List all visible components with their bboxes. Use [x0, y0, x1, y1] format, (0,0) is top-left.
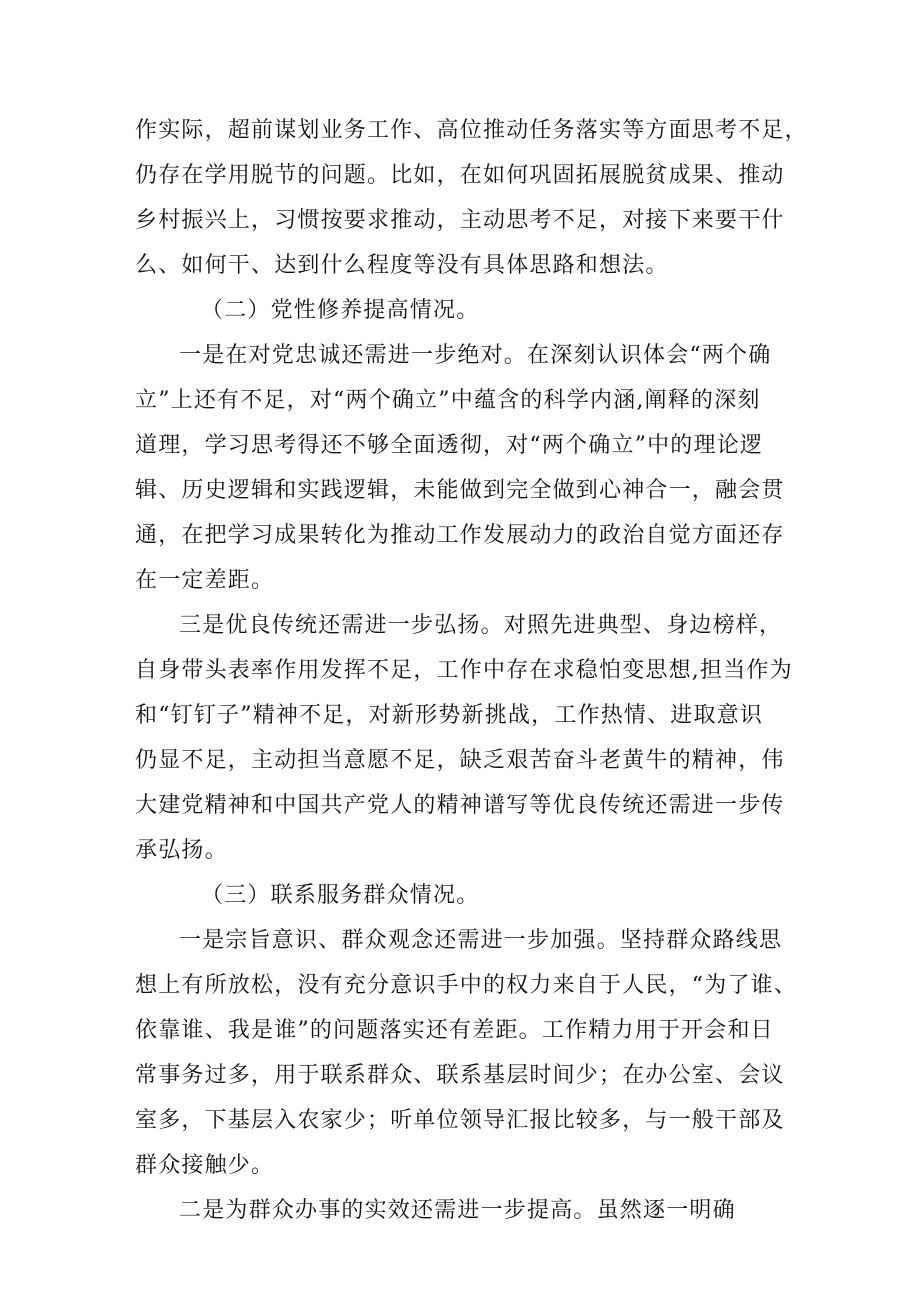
paragraph-1-line: 么、如何干、达到什么程度等没有具体思路和想法。	[135, 253, 669, 278]
paragraph-1	[135, 108, 808, 288]
paragraph-4-line: 室多，下基层入农家少；听单位领导汇报比较多，与一般干部及	[135, 1108, 785, 1133]
paragraph-4-line: 常事务过多，用于联系群众、联系基层时间少；在办公室、会议	[135, 1063, 785, 1088]
paragraph-2-line: 在一定差距。	[135, 568, 275, 593]
paragraph-3-line: 大建党精神和中国共产党人的精神谱写等优良传统还需进一步传	[135, 793, 785, 818]
paragraph-4-line: 依靠谁、我是谁”的问题落实还有差距。工作精力用于开会和日	[135, 1018, 774, 1043]
paragraph-1-line: 作实际，超前谋划业务工作、高位推动任务落实等方面思考不足，	[135, 118, 808, 143]
paragraph-2-line: 立”上还有不足，对“两个确立”中蕴含的科学内涵,阐释的深刻	[135, 388, 761, 413]
paragraph-2	[135, 333, 795, 603]
paragraph-3-line: 自身带头表率作用发挥不足，工作中存在求稳怕变思想,担当作为	[135, 658, 793, 683]
paragraph-5-line: 二是为群众办事的实效还需进一步提高。虽然逐一明确	[179, 1198, 736, 1223]
paragraph-3	[135, 603, 795, 873]
paragraph-2-line: 一是在对党忠诚还需进一步绝对。在深刻认识体会“两个确	[179, 343, 772, 368]
paragraph-4-line: 想上有所放松，没有充分意识手中的权力来自于人民，“为了谁、	[135, 973, 798, 998]
paragraph-4	[135, 918, 798, 1188]
paragraph-4-line: 群众接触少。	[135, 1153, 275, 1178]
paragraph-2-line: 辑、历史逻辑和实践逻辑，未能做到完全做到心神合一，融会贯	[135, 478, 785, 503]
document-body	[135, 108, 808, 1233]
paragraph-3-line: 三是优良传统还需进一步弘扬。对照先进典型、身边榜样，	[179, 613, 783, 638]
paragraph-3-line: 承弘扬。	[135, 838, 228, 863]
paragraph-4-line: 一是宗旨意识、群众观念还需进一步加强。坚持群众路线思	[179, 928, 783, 953]
paragraph-1-line: 乡村振兴上，习惯按要求推动，主动思考不足，对接下来要干什	[135, 208, 785, 233]
paragraph-2-line: 通，在把学习成果转化为推动工作发展动力的政治自觉方面还存	[135, 523, 785, 548]
paragraph-1-line: 仍存在学用脱节的问题。比如，在如何巩固拓展脱贫成果、推动	[135, 163, 785, 188]
paragraph-5	[135, 1188, 795, 1233]
section-heading-2: （二）党性修养提高情况。	[201, 298, 480, 323]
paragraph-3-line: 仍显不足，主动担当意愿不足，缺乏艰苦奋斗老黄牛的精神，伟	[135, 748, 785, 773]
paragraph-2-line: 道理，学习思考得还不够全面透彻，对“两个确立”中的理论逻	[135, 433, 764, 458]
section-heading-3: （三）联系服务群众情况。	[201, 883, 480, 908]
paragraph-3-line: 和“钉钉子”精神不足，对新形势新挑战，工作热情、进取意识	[135, 703, 764, 728]
